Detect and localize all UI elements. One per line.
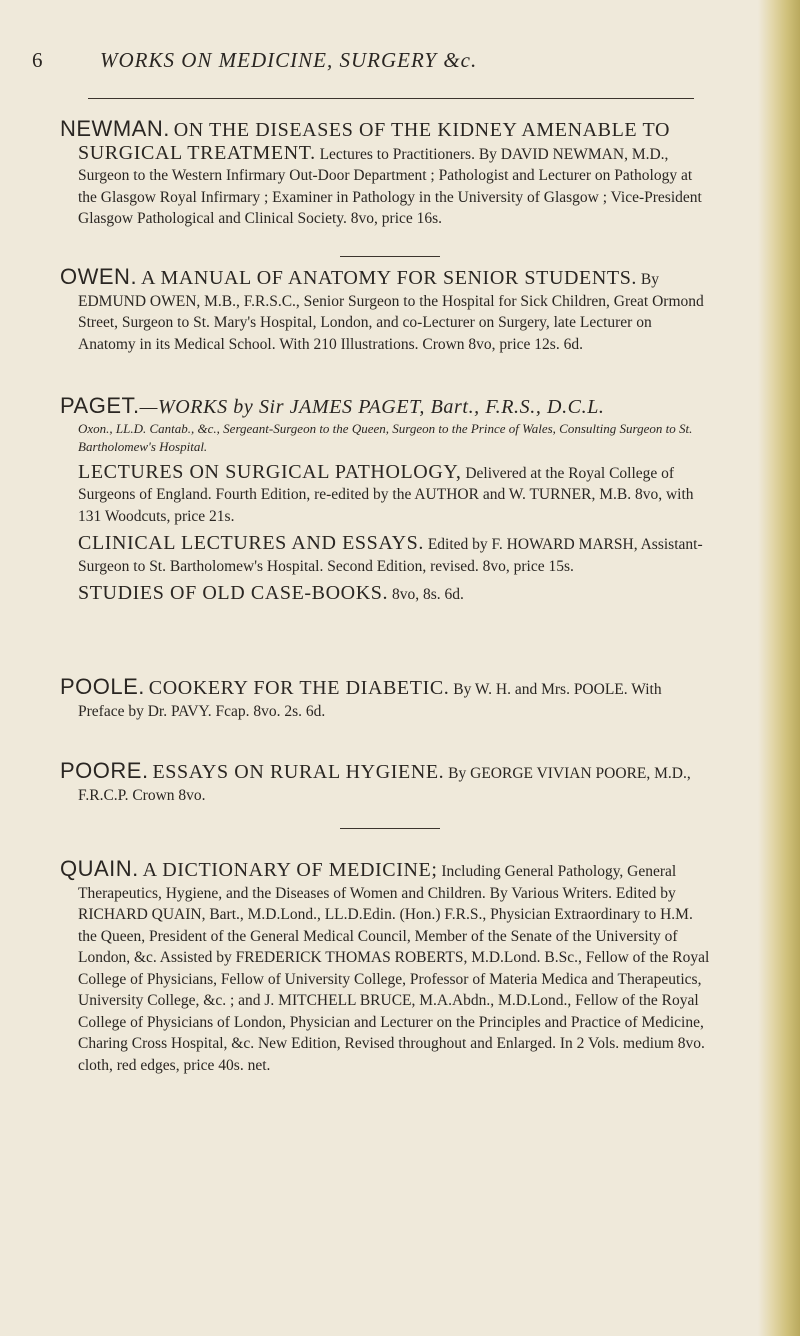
- entry-divider: [340, 256, 440, 257]
- entry-newman: [60, 118, 710, 230]
- paget-work-2: [60, 533, 710, 577]
- entry-surname: QUAIN.: [60, 856, 139, 881]
- paget-work-1: [60, 462, 710, 528]
- entry-body: By EDMUND OWEN, M.B., F.R.S.C., Senior Surgeon to the Hospital for Sick Children, Great Ormond Street, Surgeon to St. Mary's Hospital, London, and co-Lecturer on Surgery, late Lecturer on Anatomy in its Medical School. With 210 Illustrations. Crown 8vo, price 12s. 6d.: [78, 271, 704, 353]
- entry-divider: [340, 828, 440, 829]
- work-body: Edited by F. HOWARD MARSH, Assistant-Surgeon to St. Bartholomew's Hospital. Second Edition, revised. 8vo, price 15s.: [78, 536, 703, 575]
- entry-surname: PAGET.: [60, 393, 140, 418]
- entry-body: Lectures to Practitioners. By DAVID NEWMAN, M.D., Surgeon to the Western Infirmary Out-Door Department ; Pathologist and Lecturer on Pathology at the Glasgow Royal Infirmary ; Examiner in Pathology in the University of Glasgow ; Vice-President Glasgow Pathological and Clinical Society. 8vo, price 16s.: [78, 145, 702, 227]
- entry-title: A DICTIONARY OF MEDICINE;: [142, 859, 438, 881]
- work-body: 8vo, 8s. 6d.: [391, 586, 464, 603]
- entry-credentials: Oxon., LL.D. Cantab., &c., Sergeant-Surgeon to the Queen, Surgeon to the Prince of Wales, Consulting Surgeon to St. Bartholomew's Hospital.: [78, 420, 693, 454]
- work-title: STUDIES OF OLD CASE-BOOKS.: [78, 582, 389, 604]
- page-header: [32, 48, 732, 82]
- work-title: LECTURES ON SURGICAL PATHOLOGY,: [78, 460, 462, 483]
- entry-title: ESSAYS ON RURAL HYGIENE.: [152, 761, 445, 783]
- entry-quain: [60, 858, 710, 1076]
- entry-title: COOKERY FOR THE DIABETIC.: [148, 677, 450, 699]
- paget-work-3: [60, 583, 710, 606]
- entry-surname: POOLE.: [60, 674, 145, 699]
- entry-owen: [60, 266, 710, 355]
- entry-poole: [60, 676, 710, 722]
- entry-body: By GEORGE VIVIAN POORE, M.D., F.R.C.P. Crown 8vo.: [78, 765, 691, 804]
- entry-surname: OWEN.: [60, 264, 138, 289]
- entry-paget: [60, 395, 710, 606]
- page-number: 6: [32, 48, 43, 72]
- page-edge-shadow: [758, 0, 800, 1336]
- header-rule: [88, 98, 694, 99]
- entry-title: A MANUAL OF ANATOMY FOR SENIOR STUDENTS.: [140, 267, 638, 289]
- entry-title: ON THE DISEASES OF THE KIDNEY AMENABLE TO SURGICAL TREATMENT.: [78, 119, 670, 164]
- entry-body: Including General Pathology, General Therapeutics, Hygiene, and the Diseases of Women and Children. By Various Writers. Edited by RICHARD QUAIN, Bart., M.D.Lond., LL.D.Edin. (Hon.) F.R.S., Physician Extraordinary to H.M. the Queen, President of the General Medical Council, Member of the Senate of the University of London, &c. Assisted by FREDERICK THOMAS ROBERTS, M.D.Lond. B.Sc., Fellow of the Royal College of Physicians, Fellow of University College, Professor of Materia Medica and Therapeutics, University College, &c. ; and J. MITCHELL BRUCE, M.A.Abdn., M.D.Lond., Fellow of the Royal College of Physicians of London, Physician and Lecturer on the Principles and Practice of Medicine, Charing Cross Hospital, &c. New Edition, Revised throughout and Enlarged. In 2 Vols. medium 8vo. cloth, red edges, price 40s. net.: [78, 863, 710, 1074]
- entry-heading: —WORKS by Sir JAMES PAGET, Bart., F.R.S., D.C.L.: [139, 396, 605, 418]
- entry-body: By W. H. and Mrs. POOLE. With Preface by Dr. PAVY. Fcap. 8vo. 2s. 6d.: [78, 681, 662, 720]
- entry-poore: [60, 760, 710, 806]
- work-body: Delivered at the Royal College of Surgeons of England. Fourth Edition, re-edited by the AUTHOR and W. TURNER, M.B. 8vo, with 131 Woodcuts, price 21s.: [78, 464, 694, 525]
- work-title: CLINICAL LECTURES AND ESSAYS.: [78, 532, 424, 554]
- entry-surname: NEWMAN.: [60, 116, 170, 141]
- running-title: WORKS ON MEDICINE, SURGERY &c.: [100, 48, 478, 72]
- entry-surname: POORE.: [60, 758, 149, 783]
